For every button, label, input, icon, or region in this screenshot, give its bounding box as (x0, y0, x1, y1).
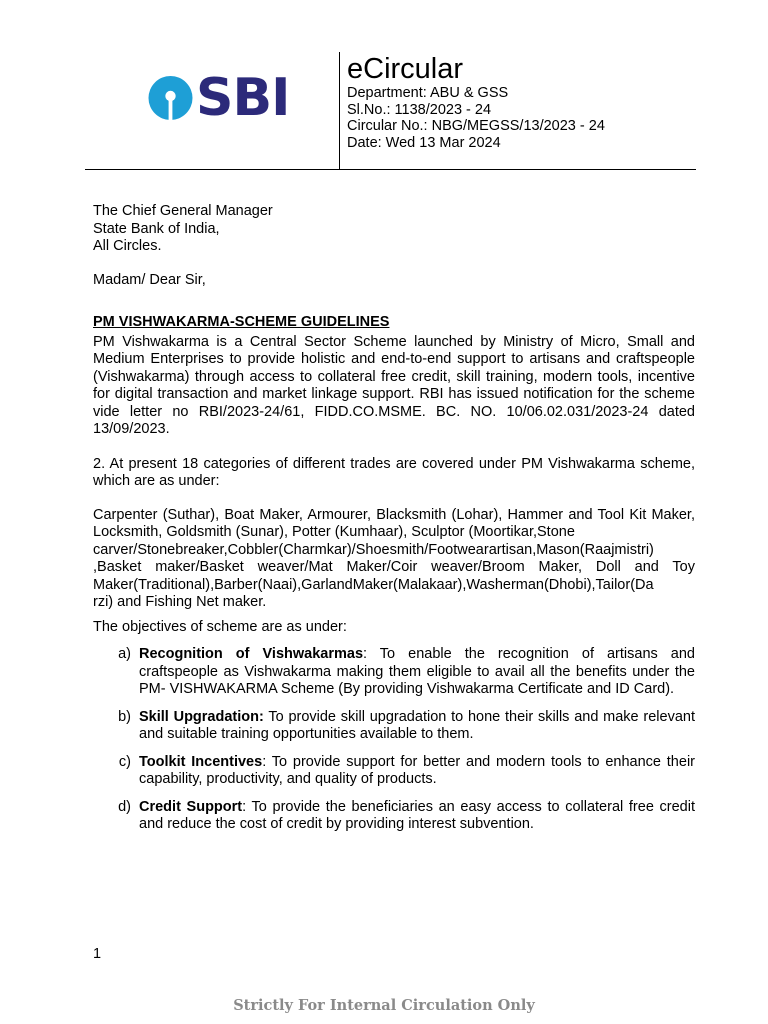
addressee-line: State Bank of India, (93, 220, 220, 237)
sbi-logo (148, 68, 290, 128)
trades-text: ,Basket maker/Basket weaver/Mat Maker/Coir weaver/Broom Maker, Doll and Toy Maker(Traditional),Barber(Naai),GarlandMaker(Malakaar),Washerman(Dhobi),Tailor(Da (93, 559, 695, 593)
department-line: Department: ABU & GSS (347, 85, 509, 101)
objectives-intro: The objectives of scheme are as under: (93, 618, 347, 635)
objective-item (93, 799, 695, 834)
intro-paragraph: PM Vishwakarma is a Central Sector Scheme launched by Ministry of Micro, Small and Medium Enterprises to provide holistic and end-to-end support to artisans and craftspeople (Vishwakarma) through access to collateral free credit, skill training, modern tools, incentive for digital transaction and market linkage support. RBI has issued notification for the scheme vide letter no RBI/2023-24/61, FIDD.CO.MSME. BC. NO. 10/06.02.031/2023-24 dated 13/09/2023. (93, 333, 695, 437)
section-heading: PM VISHWAKARMA-SCHEME GUIDELINES (93, 314, 390, 330)
objective-text: To provide skill upgradation to hone their skills and make relevant and suitable training opportunities available to them. (139, 708, 695, 742)
circular-number-line: Circular No.: NBG/MEGSS/13/2023 - 24 (347, 118, 605, 134)
header-vertical-divider (339, 52, 340, 170)
sbi-keyhole-icon (148, 74, 193, 122)
letter-body (93, 203, 695, 844)
objective-item (93, 754, 695, 789)
objective-label: a) (118, 646, 131, 662)
serial-number-line: Sl.No.: 1138/2023 - 24 (347, 101, 492, 118)
page-number: 1 (93, 946, 102, 962)
objective-text: : To provide support for better and modern tools to enhance their capability, productivity, and quality of products. (139, 753, 695, 787)
objective-label: d) (118, 798, 131, 815)
objective-title: Skill Upgradation: (139, 708, 264, 725)
addressee-line: The Chief General Manager (93, 203, 273, 219)
objectives-list (93, 646, 695, 834)
ecircular-meta (347, 85, 605, 151)
objective-label: c) (118, 753, 131, 770)
objective-item (93, 646, 695, 699)
salutation: Madam/ Dear Sir, (93, 271, 206, 288)
addressee-block (93, 203, 695, 256)
objective-title: Toolkit Incentives (139, 753, 263, 770)
objective-item (93, 709, 695, 744)
trades-list (93, 507, 695, 612)
trades-intro-paragraph: 2. At present 18 categories of different trades are covered under PM Vishwakarma scheme, which are as under: (93, 455, 695, 489)
ecircular-title: eCircular (347, 53, 464, 85)
objective-title: Credit Support (139, 798, 243, 815)
objective-text: : To enable the recognition of artisans and craftspeople as Vishwakarma making them eligible to avail all the benefits under the PM- VISHWAKARMA Scheme (By providing Vishwakarma Certificate and ID Card). (139, 646, 695, 697)
sbi-logo-text: SBI (196, 68, 290, 128)
trades-text: Carpenter (Suthar), Boat Maker, Armourer, Blacksmith (Lohar), Hammer and Tool Kit Maker, Locksmith, Goldsmith (Sunar), Potter (Kumhaar), Sculptor (Moortikar,Stone (93, 506, 695, 540)
date-line: Date: Wed 13 Mar 2024 (347, 134, 501, 151)
header-horizontal-divider (85, 169, 696, 170)
trades-text: carver/Stonebreaker,Cobbler(Charmkar)/Shoesmith/Footwearartisan,Mason(Raajmistri) (93, 541, 654, 558)
trades-text: rzi) and Fishing Net maker. (93, 594, 267, 610)
objective-title: Recognition of Vishwakarmas (139, 646, 364, 662)
objective-label: b) (118, 708, 131, 725)
objective-text: : To provide the beneficiaries an easy access to collateral free credit and reduce the cost of credit by providing interest subvention. (139, 798, 695, 832)
addressee-line: All Circles. (93, 238, 162, 254)
footer-note: Strictly For Internal Circulation Only (233, 997, 535, 1014)
